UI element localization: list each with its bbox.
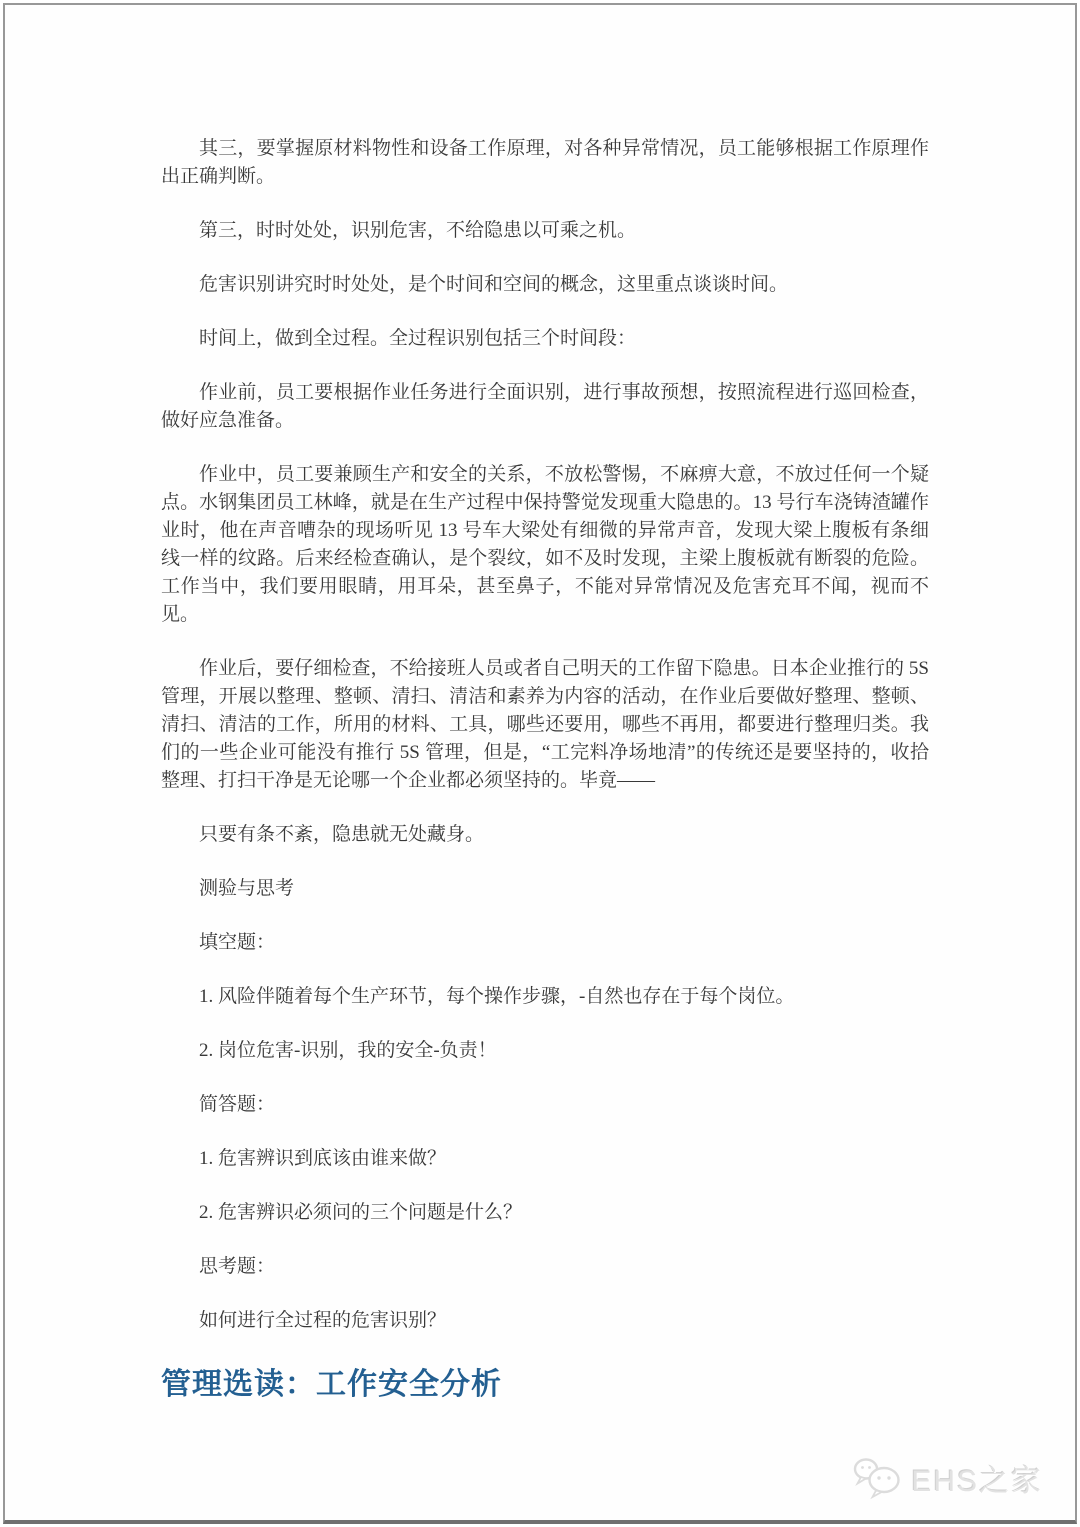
wechat-icon bbox=[852, 1456, 904, 1500]
body-paragraph: 其三，要掌握原材料物性和设备工作原理，对各种异常情况，员工能够根据工作原理作出正确判断。 bbox=[161, 138, 929, 187]
quiz-item: 2. 岗位危害-识别，我的安全-负责！ bbox=[199, 1040, 497, 1061]
quiz-subsection-label: 简答题： bbox=[199, 1094, 276, 1115]
body-paragraph: 第三，时时处处，识别危害，不给隐患以可乘之机。 bbox=[199, 220, 637, 241]
section-heading: 管理选读：工作安全分析 bbox=[161, 1368, 502, 1401]
body-paragraph: 作业前，员工要根据作业任务进行全面识别，进行事故预想，按照流程进行巡回检查，做好应急准备。 bbox=[161, 382, 929, 431]
body-paragraph: 作业后，要仔细检查，不给接班人员或者自己明天的工作留下隐患。日本企业推行的 5S 管理，开展以整理、整顿、清扫、清洁和素养为内容的活动，在作业后要做好整理、整顿、清扫、清洁的工作，所用的材料、工具，哪些还要用，哪些不再用，都要进行整理归类。我们的一些企业可能没有推行 5S 管理，但是，“工完料净场地清”的传统还是要坚持的，收拾整理、打扫干净是无论哪一个企业都必须坚持的。毕竟—— bbox=[161, 658, 929, 791]
body-paragraph: 危害识别讲究时时处处，是个时间和空间的概念，这里重点谈谈时间。 bbox=[199, 274, 789, 295]
body-paragraph: 只要有条不紊，隐患就无处藏身。 bbox=[199, 824, 485, 845]
body-paragraph: 作业中，员工要兼顾生产和安全的关系，不放松警惕，不麻痹大意，不放过任何一个疑点。水钢集团员工林峰，就是在生产过程中保持警觉发现重大隐患的。13 号行车浇铸渣罐作业时，他在声音嘈杂的现场听见 13 号车大梁处有细微的异常声音，发现大梁上腹板有条细线一样的纹路。后来经检查确认，是个裂纹，如不及时发现，主梁上腹板就有断裂的危险。工作当中，我们要用眼睛，用耳朵，甚至鼻子，不能对异常情况及危害充耳不闻，视而不见。 bbox=[161, 464, 929, 625]
document-page bbox=[3, 3, 1077, 1524]
quiz-subsection-label: 填空题： bbox=[199, 932, 276, 953]
quiz-item: 1. 风险伴随着每个生产环节，每个操作步骤，-自然也存在于每个岗位。 bbox=[199, 986, 795, 1007]
document-body bbox=[161, 135, 929, 1399]
watermark bbox=[852, 1456, 1043, 1500]
quiz-item: 1. 危害辨识到底该由谁来做？ bbox=[199, 1148, 447, 1169]
quiz-item: 如何进行全过程的危害识别？ bbox=[199, 1310, 447, 1331]
body-paragraph: 时间上，做到全过程。全过程识别包括三个时间段： bbox=[199, 328, 637, 349]
quiz-subsection-label: 思考题： bbox=[199, 1256, 276, 1277]
watermark-label: EHS之家 bbox=[911, 1465, 1043, 1498]
quiz-section-title: 测验与思考 bbox=[199, 878, 295, 899]
quiz-item: 2. 危害辨识必须问的三个问题是什么？ bbox=[199, 1202, 523, 1223]
